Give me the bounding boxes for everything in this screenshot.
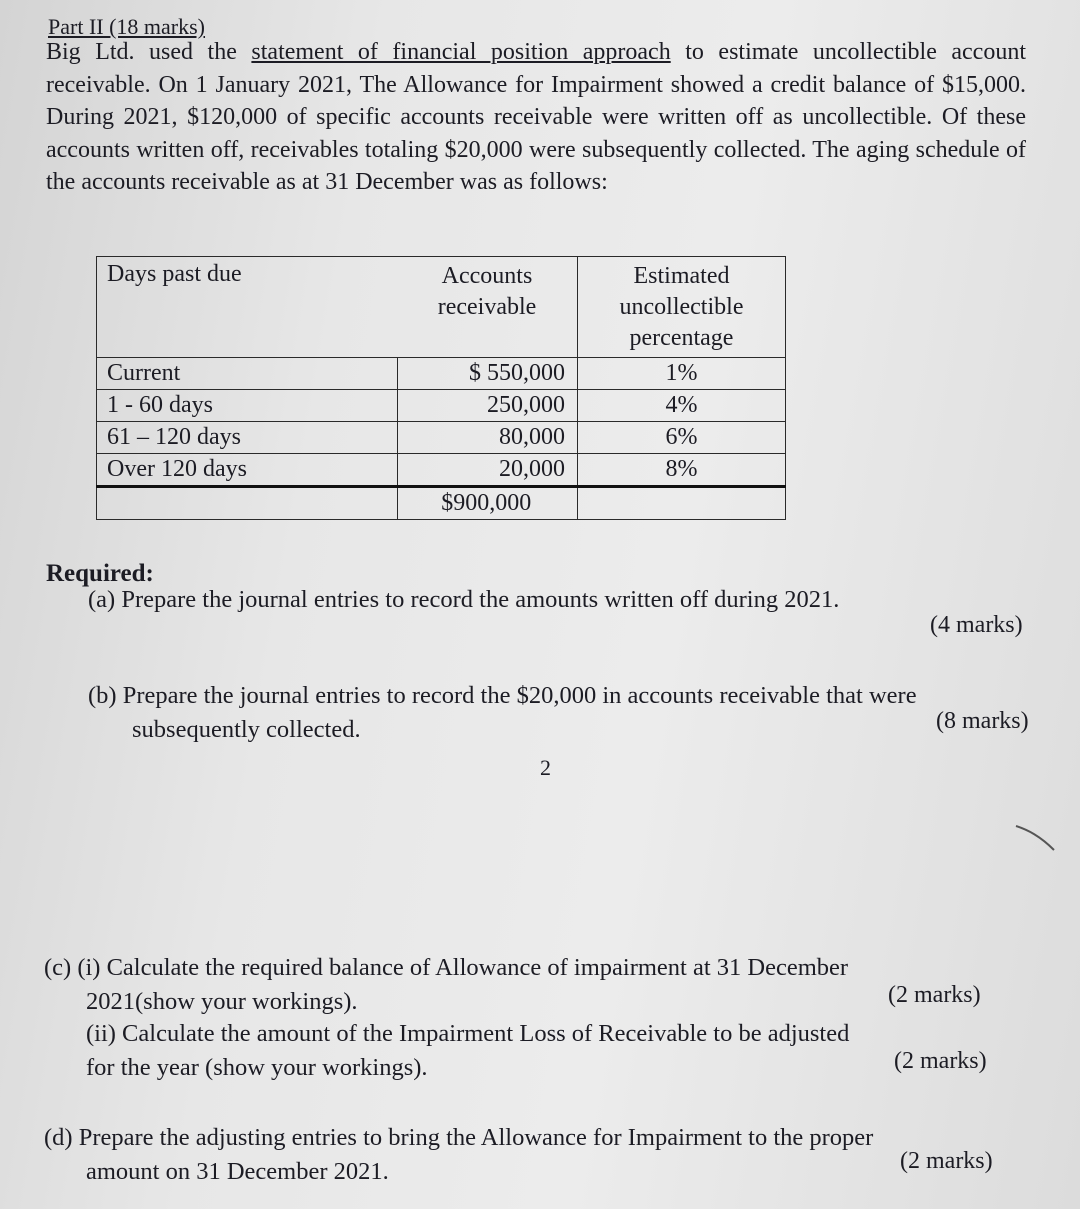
question-a: (a) Prepare the journal entries to record the amounts written off during 2021. [88, 586, 840, 613]
row-days: Current [97, 358, 398, 390]
question-a-marks: (4 marks) [930, 612, 1023, 638]
table-row [97, 454, 786, 487]
question-c-ii-marks: (2 marks) [894, 1048, 987, 1074]
row-amount: $ 550,000 [397, 358, 578, 390]
underlined-approach: statement of financial position approach [251, 39, 671, 65]
table-total-row [97, 487, 786, 520]
row-days: 61 – 120 days [97, 422, 398, 454]
row-percentage: 6% [578, 422, 786, 454]
page-number: 2 [540, 755, 551, 780]
row-percentage: 1% [578, 358, 786, 390]
question-c-i-line2: 2021(show your workings). [86, 988, 358, 1015]
header-estimated-percentage: Estimated uncollectible percentage [578, 257, 786, 358]
row-amount: 20,000 [397, 454, 578, 487]
intro-paragraph [46, 36, 1026, 199]
table-row [97, 422, 786, 454]
row-amount: 250,000 [397, 390, 578, 422]
total-pct-cell [578, 487, 786, 520]
table-row [97, 390, 786, 422]
row-days: Over 120 days [97, 454, 398, 487]
question-b-marks: (8 marks) [936, 708, 1029, 734]
question-c-i-marks: (2 marks) [888, 982, 981, 1008]
intro-text-start: Big Ltd. used the [46, 39, 252, 65]
total-label-cell [97, 487, 398, 520]
intro-text-rest: to estimate uncollectible account receivable. On 1 January 2021, The Allowance for Impairment showed a credit balance of $15,000. During 2021, $120,000 of specific accounts receivable were written off as uncollectible. Of these accounts written off, receivables totaling $20,000 were subsequently collected. The aging schedule of the accounts receivable as at 31 December was as follows: [46, 39, 1026, 195]
row-percentage: 8% [578, 454, 786, 487]
pen-mark-icon [1014, 822, 1056, 852]
question-c-i-line1: (c) (i) Calculate the required balance of Allowance of impairment at 31 December [44, 954, 849, 981]
question-c-ii-line2: for the year (show your workings). [86, 1054, 428, 1081]
question-d-line1: (d) Prepare the adjusting entries to bring the Allowance for Impairment to the proper [44, 1124, 874, 1151]
table-row [97, 358, 786, 390]
header-days-past-due: Days past due [97, 257, 398, 358]
header-accounts-receivable: Accounts receivable [397, 257, 578, 358]
row-percentage: 4% [578, 390, 786, 422]
question-d-line2: amount on 31 December 2021. [86, 1158, 389, 1185]
question-b-line1: (b) Prepare the journal entries to record the $20,000 in accounts receivable that were [88, 682, 917, 709]
table-header-row [97, 257, 786, 358]
total-amount: $900,000 [397, 487, 578, 520]
aging-schedule-table [96, 256, 786, 520]
required-label: Required: [46, 560, 154, 587]
question-b-line2: subsequently collected. [132, 716, 361, 743]
row-days: 1 - 60 days [97, 390, 398, 422]
question-c-ii-line1: (ii) Calculate the amount of the Impairment Loss of Receivable to be adjusted [86, 1020, 850, 1047]
row-amount: 80,000 [397, 422, 578, 454]
question-d-marks: (2 marks) [900, 1148, 993, 1174]
part-heading: Part II (18 marks) [48, 14, 206, 39]
